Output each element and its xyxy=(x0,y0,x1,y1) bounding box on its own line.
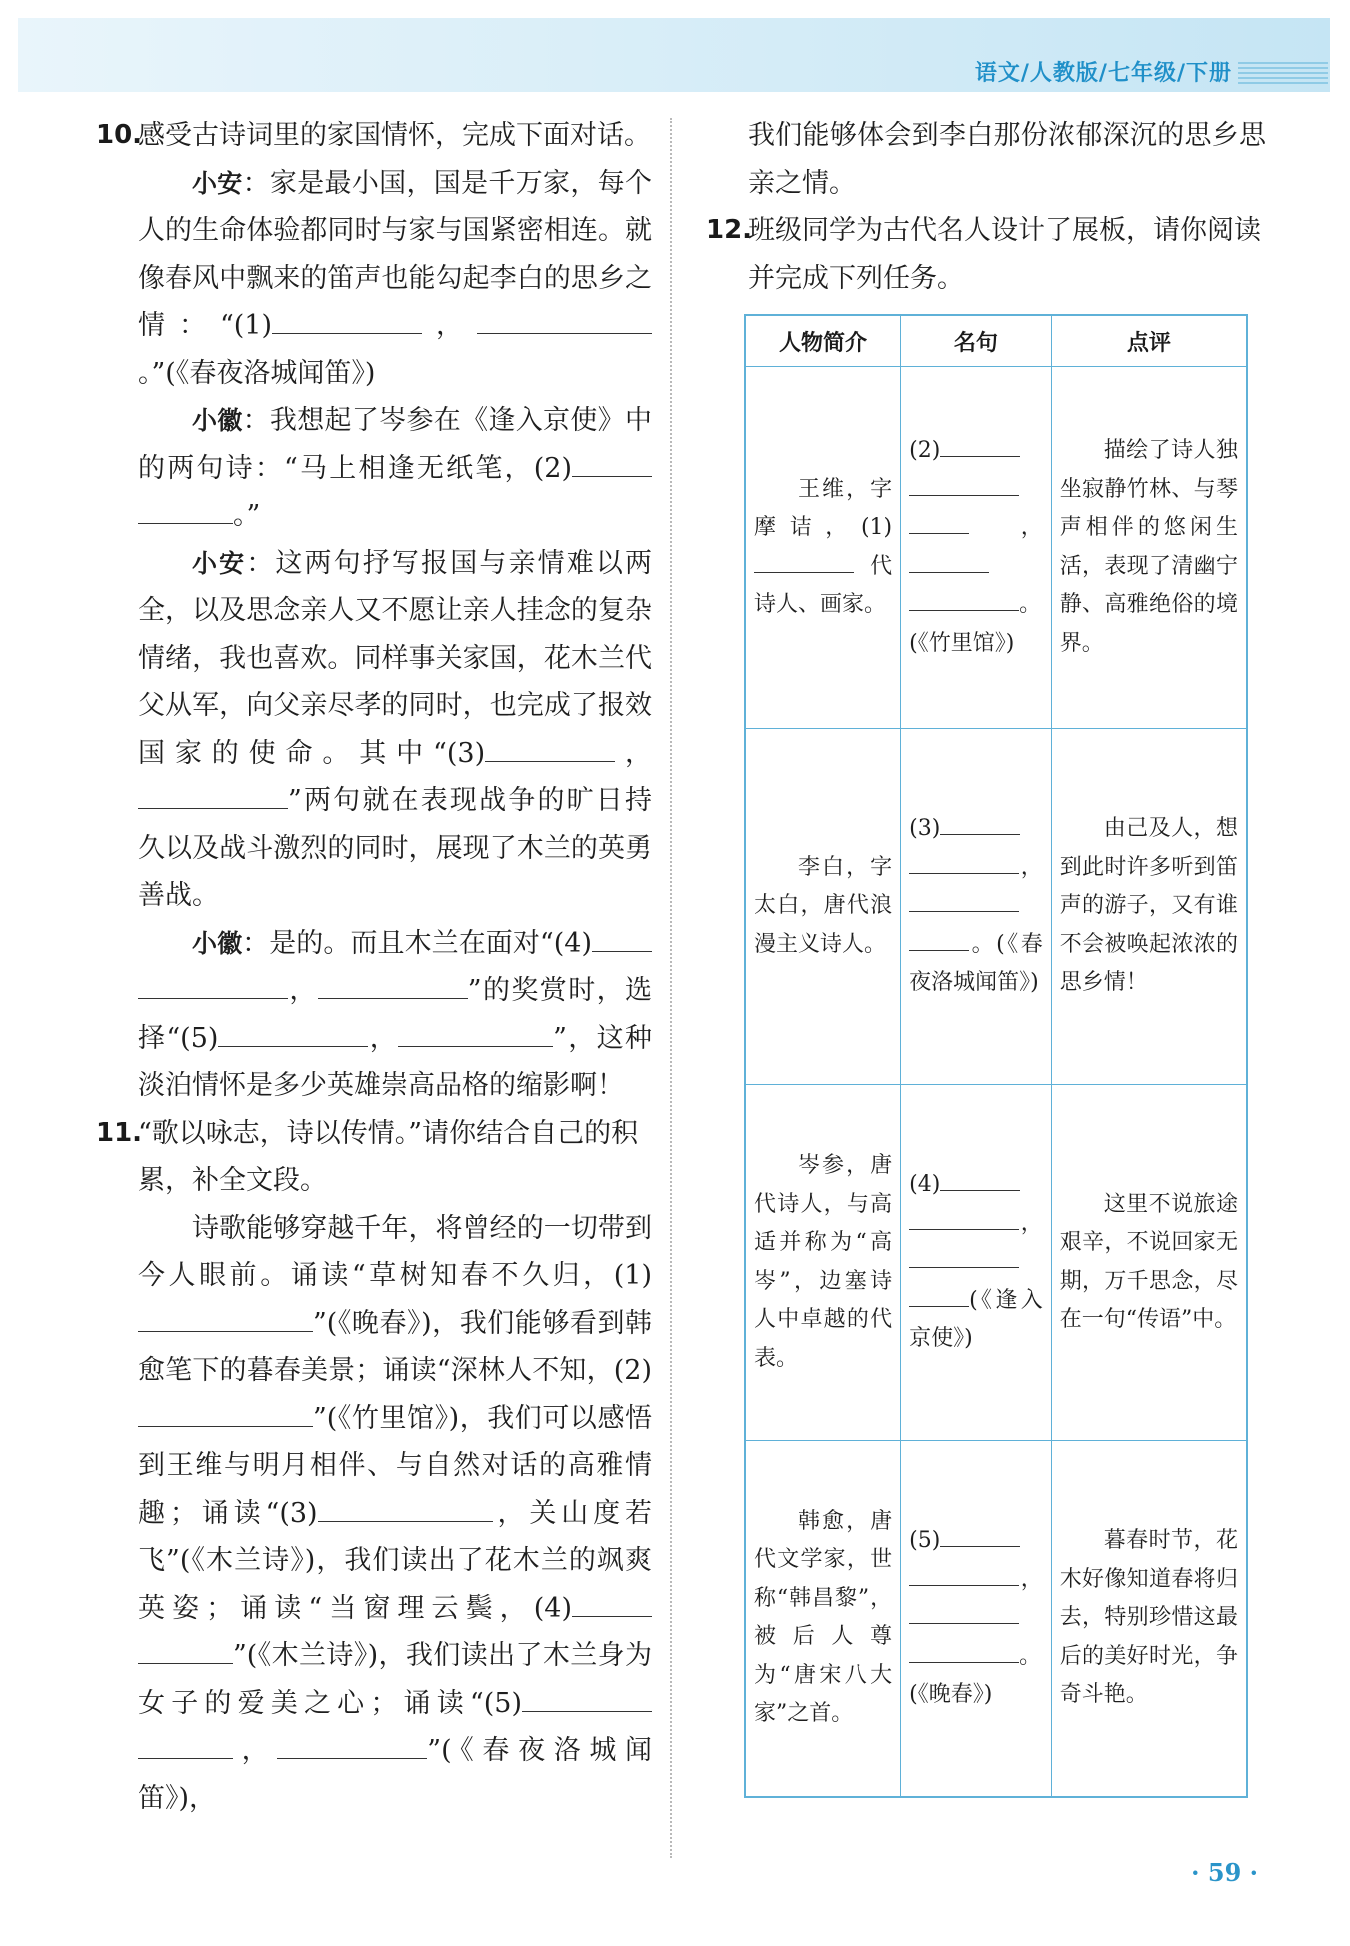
answer-blank[interactable] xyxy=(477,305,572,334)
intro-cell: 李白，字太白，唐代浪漫主义诗人。 xyxy=(745,729,901,1085)
answer-blank[interactable] xyxy=(940,1168,1020,1191)
answer-blank[interactable] xyxy=(909,1563,1019,1586)
dialogue-xiaohui-2: 小徽：是的。而且木兰在面对“(4)， ”的奖赏时，选择“(5) ， ”，这种淡泊情怀是多少英雄崇高品格的缩影啊！ xyxy=(96,920,652,1110)
answer-blank[interactable] xyxy=(909,851,1019,874)
question-stem: 班级同学为古代名人设计了展板，请你阅读并完成下列任务。 xyxy=(748,215,1261,294)
poem-paragraph: 诗歌能够穿越千年，将曾经的一切带到今人眼前。诵读“草树知春不久归，(1)”(《晚春》)，我们能够看到韩愈笔下的暮春美景；诵读“深林人不知，(2)”(《竹里馆》)，我们可以感悟到王维与明月相伴、与自然对话的高雅情趣；诵读“(3) ，关山度若飞”(《木兰诗》)，我们读出了花木兰的飒爽英姿；诵读“当窗理云鬓，(4)”(《木兰诗》)，我们读出了木兰身为女子的爱美之心；诵读“(5)， ”(《春夜洛城闻笛》)， xyxy=(138,1212,653,1814)
answer-blank[interactable] xyxy=(940,812,1020,835)
quote-cell: (2) ， 。 (《竹里馆》) xyxy=(901,367,1052,729)
answer-blank[interactable] xyxy=(218,1018,368,1047)
answer-blank[interactable] xyxy=(804,550,854,573)
answer-blank[interactable] xyxy=(522,1683,652,1712)
answer-blank[interactable] xyxy=(940,1524,1020,1547)
answer-blank[interactable] xyxy=(909,889,1019,912)
answer-blank[interactable] xyxy=(493,1018,553,1047)
answer-blank[interactable] xyxy=(138,1303,313,1332)
question-number: 10. xyxy=(96,120,143,150)
question-stem: 感受古诗词里的家国情怀，完成下面对话。 xyxy=(138,120,651,151)
table-row xyxy=(745,367,1247,729)
comment-cell: 这里不说旅途艰辛，不说回家无期，万千思念，尽在一句“传语”中。 xyxy=(1051,1085,1247,1441)
answer-blank[interactable] xyxy=(318,1493,493,1522)
dialogue-xiaoan-2: 小安：这两句抒写报国与亲情难以两全，以及思念亲人又不愿让亲人挂念的复杂情绪，我也喜欢。同样事关家国，花木兰代父从军，向父亲尽孝的同时，也完成了报效国家的使命。其中“(3) ，”两句就在表现战争的旷日持久以及战斗激烈的同时，展现了木兰的英勇善战。 xyxy=(138,547,652,911)
answer-blank[interactable] xyxy=(572,305,652,334)
answer-blank[interactable] xyxy=(572,448,652,477)
answer-blank[interactable] xyxy=(592,923,652,952)
header-tag: 语文/人教版/七年级/下册 xyxy=(974,61,1232,86)
page-number: · 59 · xyxy=(1191,1858,1258,1887)
answer-blank[interactable] xyxy=(277,1730,427,1759)
comment-cell: 描绘了诗人独坐寂静竹林、与琴声相伴的悠闲生活，表现了清幽宁静、高雅绝俗的境界。 xyxy=(1051,367,1247,729)
intro-cell: 韩愈，唐代文学家，世称“韩昌黎”，被后人尊为“唐宋八大家”之首。 xyxy=(745,1441,901,1797)
question-12 xyxy=(706,207,1266,302)
answer-blank[interactable] xyxy=(572,1588,652,1617)
column-header: 点评 xyxy=(1051,315,1247,367)
column-divider xyxy=(670,118,672,1858)
speaker-name: 小徽 xyxy=(192,406,243,435)
answer-blank[interactable] xyxy=(909,1601,1019,1624)
speaker-name: 小安 xyxy=(192,168,243,198)
table-header-row xyxy=(745,315,1247,367)
right-column xyxy=(706,112,1266,1798)
table-row xyxy=(745,1441,1247,1797)
answer-blank[interactable] xyxy=(485,733,615,762)
answer-blank[interactable] xyxy=(138,1730,233,1759)
q11-continuation: 我们能够体会到李白那份浓郁深沉的思乡思亲之情。 xyxy=(748,120,1266,199)
quote-cell: (5) ， 。 (《晚春》) xyxy=(901,1441,1052,1797)
speaker-name: 小徽 xyxy=(192,928,243,958)
answer-blank[interactable] xyxy=(909,511,969,534)
intro-cell: 岑参，唐代诗人，与高适并称为“高岑”，边塞诗人中卓越的代表。 xyxy=(745,1085,901,1441)
column-header: 名句 xyxy=(901,315,1052,367)
answer-blank[interactable] xyxy=(909,928,969,951)
answer-blank[interactable] xyxy=(909,1207,1019,1230)
answer-blank[interactable] xyxy=(398,1018,493,1047)
answer-blank[interactable] xyxy=(909,473,1019,496)
speaker-name: 小安 xyxy=(192,548,247,578)
answer-blank[interactable] xyxy=(909,1284,969,1307)
column-header: 人物简介 xyxy=(745,315,901,367)
answer-blank[interactable] xyxy=(318,970,468,999)
answer-blank[interactable] xyxy=(272,305,422,334)
dialogue-xiaohui-1: 小徽：我想起了岑参在《逢入京使》中的两句诗：“马上相逢无纸笔，(2)。” xyxy=(138,405,652,531)
quote-cell: (3) ，。(《春夜洛城闻笛》) xyxy=(901,729,1052,1085)
left-column xyxy=(96,112,652,1822)
answer-blank[interactable] xyxy=(909,1245,1019,1268)
answer-blank[interactable] xyxy=(940,434,1020,457)
answer-blank[interactable] xyxy=(138,1635,233,1664)
quote-cell: (4) ，(《逢入京使》) xyxy=(901,1085,1052,1441)
comment-cell: 暮春时节，花木好像知道春将归去，特别珍惜这最后的美好时光，争奇斗艳。 xyxy=(1051,1441,1247,1797)
question-10 xyxy=(96,112,652,160)
table-row xyxy=(745,1085,1247,1441)
question-11 xyxy=(96,1110,652,1205)
question-number: 12. xyxy=(706,215,753,245)
intro-cell: 王维，字摩诘，(1)代诗人、画家。 xyxy=(745,367,901,729)
answer-blank[interactable] xyxy=(909,588,1019,611)
answer-blank[interactable] xyxy=(909,1640,1019,1663)
answer-blank[interactable] xyxy=(138,1398,313,1427)
answer-blank[interactable] xyxy=(909,550,989,573)
question-stem: “歌以咏志，诗以传情。”请你结合自己的积累，补全文段。 xyxy=(138,1117,639,1196)
exhibit-board-table xyxy=(744,314,1248,1798)
question-number: 11. xyxy=(96,1117,143,1148)
dialogue-xiaoan-1: 小安：家是最小国，国是千万家，每个人的生命体验都同时与家与国紧密相连。就像春风中飘来的笛声也能勾起李白的思乡之情：“(1) ，。”(《春夜洛城闻笛》) xyxy=(138,167,652,389)
comment-cell: 由己及人，想到此时许多听到笛声的游子，又有谁不会被唤起浓浓的思乡情！ xyxy=(1051,729,1247,1085)
table-row xyxy=(745,729,1247,1085)
header-stripes xyxy=(1238,62,1328,84)
answer-blank[interactable] xyxy=(138,495,233,524)
answer-blank[interactable] xyxy=(138,780,288,809)
answer-blank[interactable] xyxy=(138,970,288,999)
answer-blank[interactable] xyxy=(754,550,804,573)
